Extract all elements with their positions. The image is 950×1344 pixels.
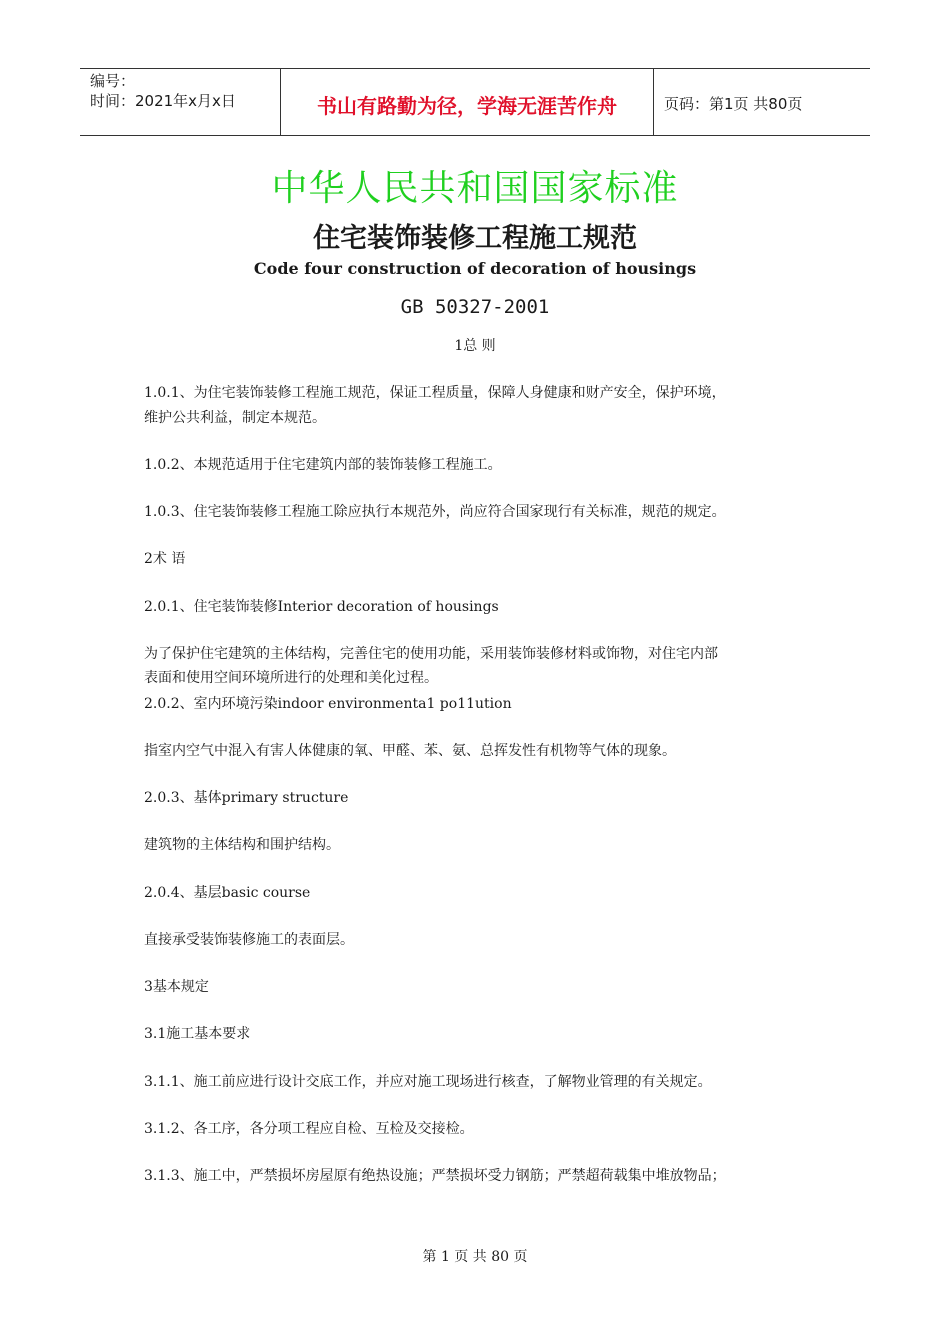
paragraph: 直接承受装饰装修施工的表面层。 (144, 932, 354, 948)
term-heading: 2.0.1、住宅装饰装修Interior decoration of housings (144, 599, 499, 615)
chapter-heading: 1总 则 (454, 338, 496, 354)
paragraph: 指室内空气中混入有害人体健康的氧、甲醛、苯、氨、总挥发性有机物等气体的现象。 (144, 743, 676, 759)
term-heading: 2.0.4、基层basic course (144, 885, 311, 901)
document-title: 中华人民共和国国家标准 (271, 168, 679, 209)
chapter-heading: 2术 语 (144, 551, 186, 567)
paragraph: 建筑物的主体结构和围护结构。 (144, 837, 340, 853)
header-page-info: 页码：第1页 共80页 (664, 94, 803, 113)
standard-number: GB 50327-2001 (400, 296, 550, 318)
paragraph: 1.0.2、本规范适用于住宅建筑内部的装饰装修工程施工。 (144, 457, 502, 473)
paragraph: 3.1.1、施工前应进行设计交底工作，并应对施工现场进行核查，了解物业管理的有关规定。 (144, 1074, 712, 1090)
document-header (80, 68, 870, 136)
section-heading: 3.1施工基本要求 (144, 1026, 251, 1042)
term-heading: 2.0.3、基体primary structure (144, 790, 349, 806)
paragraph: 维护公共利益，制定本规范。 (144, 410, 326, 426)
chapter-heading: 3基本规定 (144, 979, 209, 995)
header-motto: 书山有路勤为径，学海无涯苦作舟 (281, 69, 654, 135)
paragraph: 3.1.3、施工中，严禁损坏房屋原有绝热设施；严禁损坏受力钢筋；严禁超荷载集中堆放物品； (144, 1168, 726, 1184)
paragraph: 1.0.3、住宅装饰装修工程施工除应执行本规范外，尚应符合国家现行有关标准，规范的规定。 (144, 504, 726, 520)
paragraph: 1.0.1、为住宅装饰装修工程施工规范，保证工程质量，保障人身健康和财产安全，保护环境， (144, 385, 726, 401)
paragraph: 表面和使用空间环境所进行的处理和美化过程。 (144, 670, 438, 686)
time-label: 时间：2021年x月x日 (90, 92, 236, 110)
document-subtitle: 住宅装饰装修工程施工规范 (313, 223, 637, 254)
header-meta (80, 69, 281, 135)
page-footer: 第 1 页 共 80 页 (422, 1249, 528, 1265)
paragraph: 为了保护住宅建筑的主体结构，完善住宅的使用功能，采用装饰装修材料或饰物，对住宅内部 (144, 646, 718, 662)
number-label: 编号： (90, 72, 136, 90)
paragraph: 3.1.2、各工序，各分项工程应自检、互检及交接检。 (144, 1121, 474, 1137)
english-title: Code four construction of decoration of housings (253, 259, 697, 278)
term-heading: 2.0.2、室内环境污染indoor environmenta1 po11ution (144, 696, 512, 712)
